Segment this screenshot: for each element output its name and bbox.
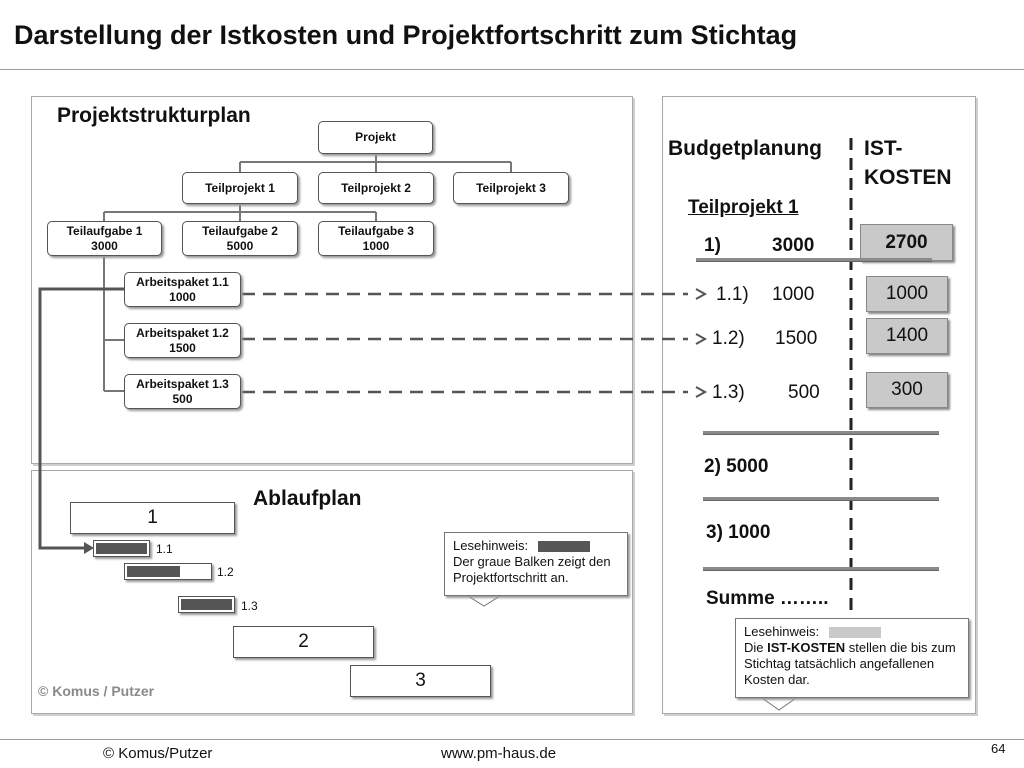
ist-value: 300 [891,379,923,400]
node-projekt [318,121,433,154]
node-label: Teilaufgabe 1 [66,223,143,238]
gantt-bar-label: 1 [147,507,158,528]
ist-heading-2: KOSTEN [864,166,952,189]
node-label: Arbeitspaket 1.3 [136,376,229,391]
budget-row-value: 500 [788,382,820,403]
note-text: Die [744,640,764,655]
gantt-bar-3 [350,665,491,697]
gantt-bar-label: 3 [415,670,426,691]
dashed-arrowhead [696,289,705,299]
budget-summe: Summe …….. [706,588,829,609]
budget-row-2: 2) 5000 [704,456,769,477]
budget-note [735,618,969,698]
gantt-bar-label: 1.1 [156,542,173,556]
page-number: 64 [991,741,1006,756]
node-value: 3000 [91,238,118,253]
budget-row-label: 1.1) [716,284,749,305]
note-prefix: Lesehinweis: [453,538,529,553]
watermark: © Komus / Putzer [38,683,155,699]
node-arbeitspaket-1-2 [124,323,241,358]
node-label: Teilprojekt 3 [476,180,546,195]
ablauf-note [444,532,628,596]
node-value: 1000 [169,289,196,304]
note-pointer [762,698,796,710]
budget-row-label: 1.3) [712,382,745,403]
ist-box-1 [860,224,953,261]
note-prefix: Lesehinweis: [744,624,820,639]
ist-box-1-1 [866,276,948,312]
note-text: stellen die bis zum Stichtag tatsächlich angefallenen Kosten dar. [744,640,956,687]
budget-row-value: 3000 [772,235,815,256]
node-value: 1000 [362,238,390,253]
budget-row-value: 1500 [775,328,818,349]
ablauf-heading: Ablaufplan [253,487,362,510]
node-label: Arbeitspaket 1.1 [136,274,229,289]
gantt-bar-1-3 [178,596,235,613]
progress-fill [96,543,147,554]
psp-heading: Projektstrukturplan [57,104,251,127]
budget-row-value: 1000 [772,284,815,305]
node-label: Teilaufgabe 2 [202,223,278,238]
slide-title: Darstellung der Istkosten und Projektfortschritt zum Stichtag [14,20,798,50]
teilprojekt-label: Teilprojekt 1 [688,197,799,218]
dashed-arrowhead [696,334,705,344]
gantt-bar-label: 2 [298,631,309,652]
budget-separator [703,431,939,435]
node-teilaufgabe-2 [182,221,298,256]
note-pointer [468,596,500,606]
progress-fill [127,566,180,577]
note-text: Der graue Balken zeigt den Projektfortschritt an. [453,554,611,585]
node-arbeitspaket-1-1 [124,272,241,307]
budget-row-label: 1.2) [712,328,745,349]
legend-swatch-ist [829,627,881,638]
ist-box-1-3 [866,372,948,408]
gantt-bar-label: 1.3 [241,599,258,613]
node-label: Projekt [355,130,396,144]
ist-value: 1400 [885,325,929,346]
ist-value: 2700 [885,231,928,253]
gantt-bar-2 [233,626,374,658]
node-label: Arbeitspaket 1.2 [136,325,229,340]
ist-box-1-2 [866,318,948,354]
ist-value: 1000 [885,283,929,304]
node-arbeitspaket-1-3 [124,374,241,409]
node-teilprojekt-3 [453,172,569,204]
node-label: Teilprojekt 2 [341,180,411,195]
gantt-bar-1-2 [124,563,212,580]
budget-separator [703,497,939,501]
node-value: 500 [172,391,193,406]
node-label: Teilprojekt 1 [205,180,275,195]
budget-separator [703,567,939,571]
dashed-arrowhead [696,387,705,397]
ist-heading-1: IST- [864,137,903,160]
footer-rule [0,739,1024,740]
node-teilaufgabe-3 [318,221,434,256]
node-value: 5000 [226,238,254,253]
budget-row-3: 3) 1000 [706,522,771,543]
budget-separator [696,258,932,262]
node-teilprojekt-2 [318,172,434,204]
gantt-bar-1-1 [93,540,150,557]
gantt-bar-1 [70,502,235,534]
node-value: 1500 [169,340,196,355]
footer-copyright: © Komus/Putzer [103,745,213,762]
legend-swatch-progress [538,541,590,552]
footer-url: www.pm-haus.de [441,745,557,762]
gantt-bar-label: 1.2 [217,565,234,579]
note-text-bold: IST-KOSTEN [767,640,846,655]
node-label: Teilaufgabe 3 [338,223,414,238]
budget-row-label: 1) [704,235,721,256]
budget-heading: Budgetplanung [668,137,822,160]
node-teilaufgabe-1 [47,221,162,256]
progress-fill [181,599,232,610]
node-teilprojekt-1 [182,172,298,204]
